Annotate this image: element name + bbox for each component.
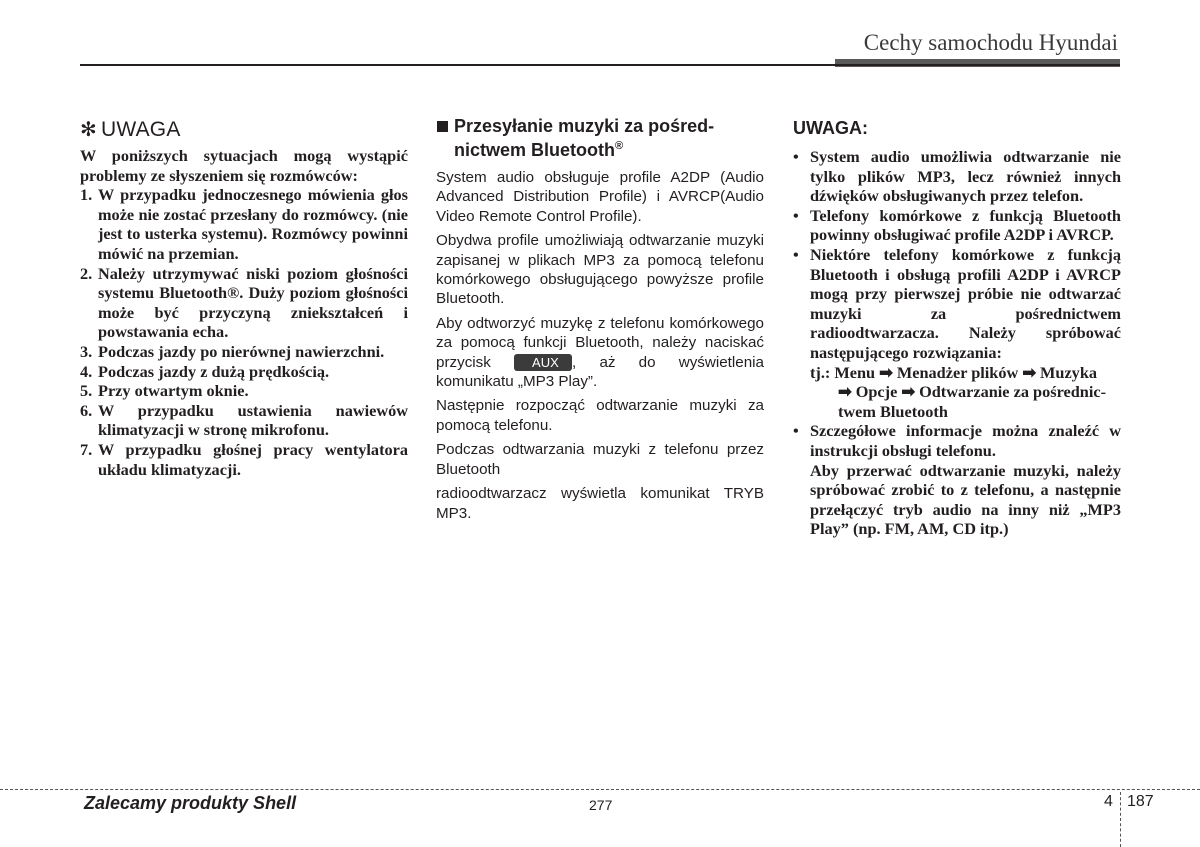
item-text: Należy utrzymywać niski poziom głośności systemu Bluetooth®. Duży poziom głośności może być przyczyną zniekształceń i powstawania echa.	[98, 263, 408, 342]
footer-sheet-number: 277	[589, 797, 613, 813]
section-heading-text	[454, 116, 714, 160]
item-number: 4.	[80, 361, 93, 381]
bluetooth-music-column	[436, 116, 764, 528]
item-number: 5.	[80, 381, 93, 401]
bullet: •	[793, 205, 799, 225]
chapter-number: 4	[1104, 793, 1113, 810]
heading-line-1: Przesyłanie muzyki za pośred-	[454, 116, 715, 136]
footer-rule	[0, 789, 1200, 790]
item-text: Niektóre telefony komórkowe z funkcją Bluetooth i obsługą profili A2DP i AVRCP mogą przy pierwszej próbie nie odtwarzać muzyki za pośrednictwem radioodtwarzacza. Należy spróbować następującego rozwiązania:	[810, 244, 1121, 362]
note-list	[793, 147, 1121, 539]
page-header-title: Cechy samochodu Hyundai	[863, 30, 1118, 55]
paragraph-start: Następnie rozpocząć odtwarzanie muzyki za pomocą telefonu.	[436, 397, 764, 434]
item-number: 1.	[80, 185, 93, 205]
caution-list	[80, 185, 408, 479]
bullet: •	[793, 147, 799, 166]
list-item	[80, 401, 408, 440]
paragraph-playing: Podczas odtwarzania muzyki z telefonu przez Bluetooth	[436, 441, 764, 478]
menu-path	[793, 363, 1121, 422]
list-item	[80, 381, 408, 401]
list-item	[793, 245, 1121, 363]
menu-path-line-3: twem Bluetooth	[838, 401, 948, 421]
item-text: Przy otwartym oknie.	[98, 381, 249, 401]
aux-button-icon: AUX	[514, 354, 572, 371]
menu-path-line-1: tj.: Menu ➡ Menadżer plików ➡ Muzyka	[810, 362, 1098, 382]
list-item	[80, 362, 408, 382]
header-rule	[80, 64, 1120, 66]
square-bullet-icon	[437, 121, 448, 132]
asterisk-icon: ✻	[80, 119, 97, 141]
paragraph-display: radioodtwarzacz wyświetla komunikat TRYB MP3.	[436, 485, 764, 522]
aux-text-after: , aż do wyświetlenia komunikatu „MP3 Play”.	[436, 353, 764, 391]
menu-path-line-2: ➡ Opcje ➡ Odtwarzanie za pośrednic-	[838, 382, 1107, 402]
paragraph-mp3: Obydwa profile umożliwiają odtwarzanie muzyki zapisanej w plikach MP3 za pomocą telefonu komórkowego obsługującego powyższe profile Bluetooth.	[436, 232, 764, 308]
item-text: W przypadku głośnej pracy wentylatora układu klimatyzacji.	[98, 439, 408, 479]
list-item	[80, 440, 408, 479]
bullet: •	[793, 421, 799, 441]
item-text: Podczas jazdy po nierównej nawierzchni.	[98, 341, 385, 361]
item-text: W przypadku ustawienia nawiewów klimatyzacji w stronę mikrofonu.	[98, 400, 408, 440]
bullet: •	[793, 244, 799, 264]
list-item	[80, 342, 408, 362]
item-number: 6.	[80, 400, 93, 420]
item-text: Telefony komórkowe z funkcją Bluetooth powinny obsługiwać profile A2DP i AVRCP.	[810, 205, 1121, 245]
note-column	[793, 116, 1121, 539]
item-text: Podczas jazdy z dużą prędkością.	[98, 361, 330, 381]
item-text: System audio umożliwia odtwarzanie nie tylko plików MP3, lecz również innych dźwięków obsługiwanych przez telefon.	[810, 147, 1121, 206]
item-number: 2.	[80, 263, 93, 283]
list-item	[793, 147, 1121, 206]
registered-mark: ®	[615, 140, 624, 152]
paragraph-aux	[436, 314, 764, 392]
item-text: W przypadku jednoczesnego mówienia głos może nie zostać przesłany do rozmówcy. (nie jest to usterka systemu). Rozmówcy powinni mówić na przemian.	[98, 185, 408, 263]
note-heading: UWAGA:	[793, 118, 868, 138]
paragraph-profiles: System audio obsługuje profile A2DP (Audio Advanced Distribution Profile) i AVRCP(Audio Video Remote Control Profile).	[436, 169, 764, 225]
aux-text-before: Aby odtworzyć muzykę z telefonu komórkowego za pomocą funkcji Bluetooth, należy naciskać przycisk	[436, 314, 764, 371]
list-item	[793, 206, 1121, 245]
item-number: 7.	[80, 439, 93, 459]
caution-heading	[80, 117, 408, 142]
list-item	[80, 264, 408, 342]
page-number: 187	[1127, 793, 1154, 810]
list-item	[793, 421, 1121, 460]
item-number: 3.	[80, 341, 93, 361]
heading-line-2: nictwem Bluetooth	[454, 140, 615, 160]
caution-column	[80, 116, 408, 479]
footer-slogan: Zalecamy produkty Shell	[84, 793, 297, 813]
section-heading	[436, 116, 764, 160]
footer-divider	[1120, 792, 1121, 847]
caution-heading-text: UWAGA	[100, 118, 181, 141]
list-item	[80, 185, 408, 263]
item-text: Szczegółowe informacje można znaleźć w instrukcji obsługi telefonu.	[810, 421, 1121, 460]
caution-intro: W poniższych sytuacjach mogą wystąpić problemy ze słyszeniem się rozmówców:	[80, 146, 408, 185]
stop-music-note: Aby przerwać odtwarzanie muzyki, należy spróbować zrobić to z telefonu, a następnie przełączyć tryb audio na inny niż „MP3 Play” (np. FM, AM, CD itp.)	[810, 460, 1121, 539]
